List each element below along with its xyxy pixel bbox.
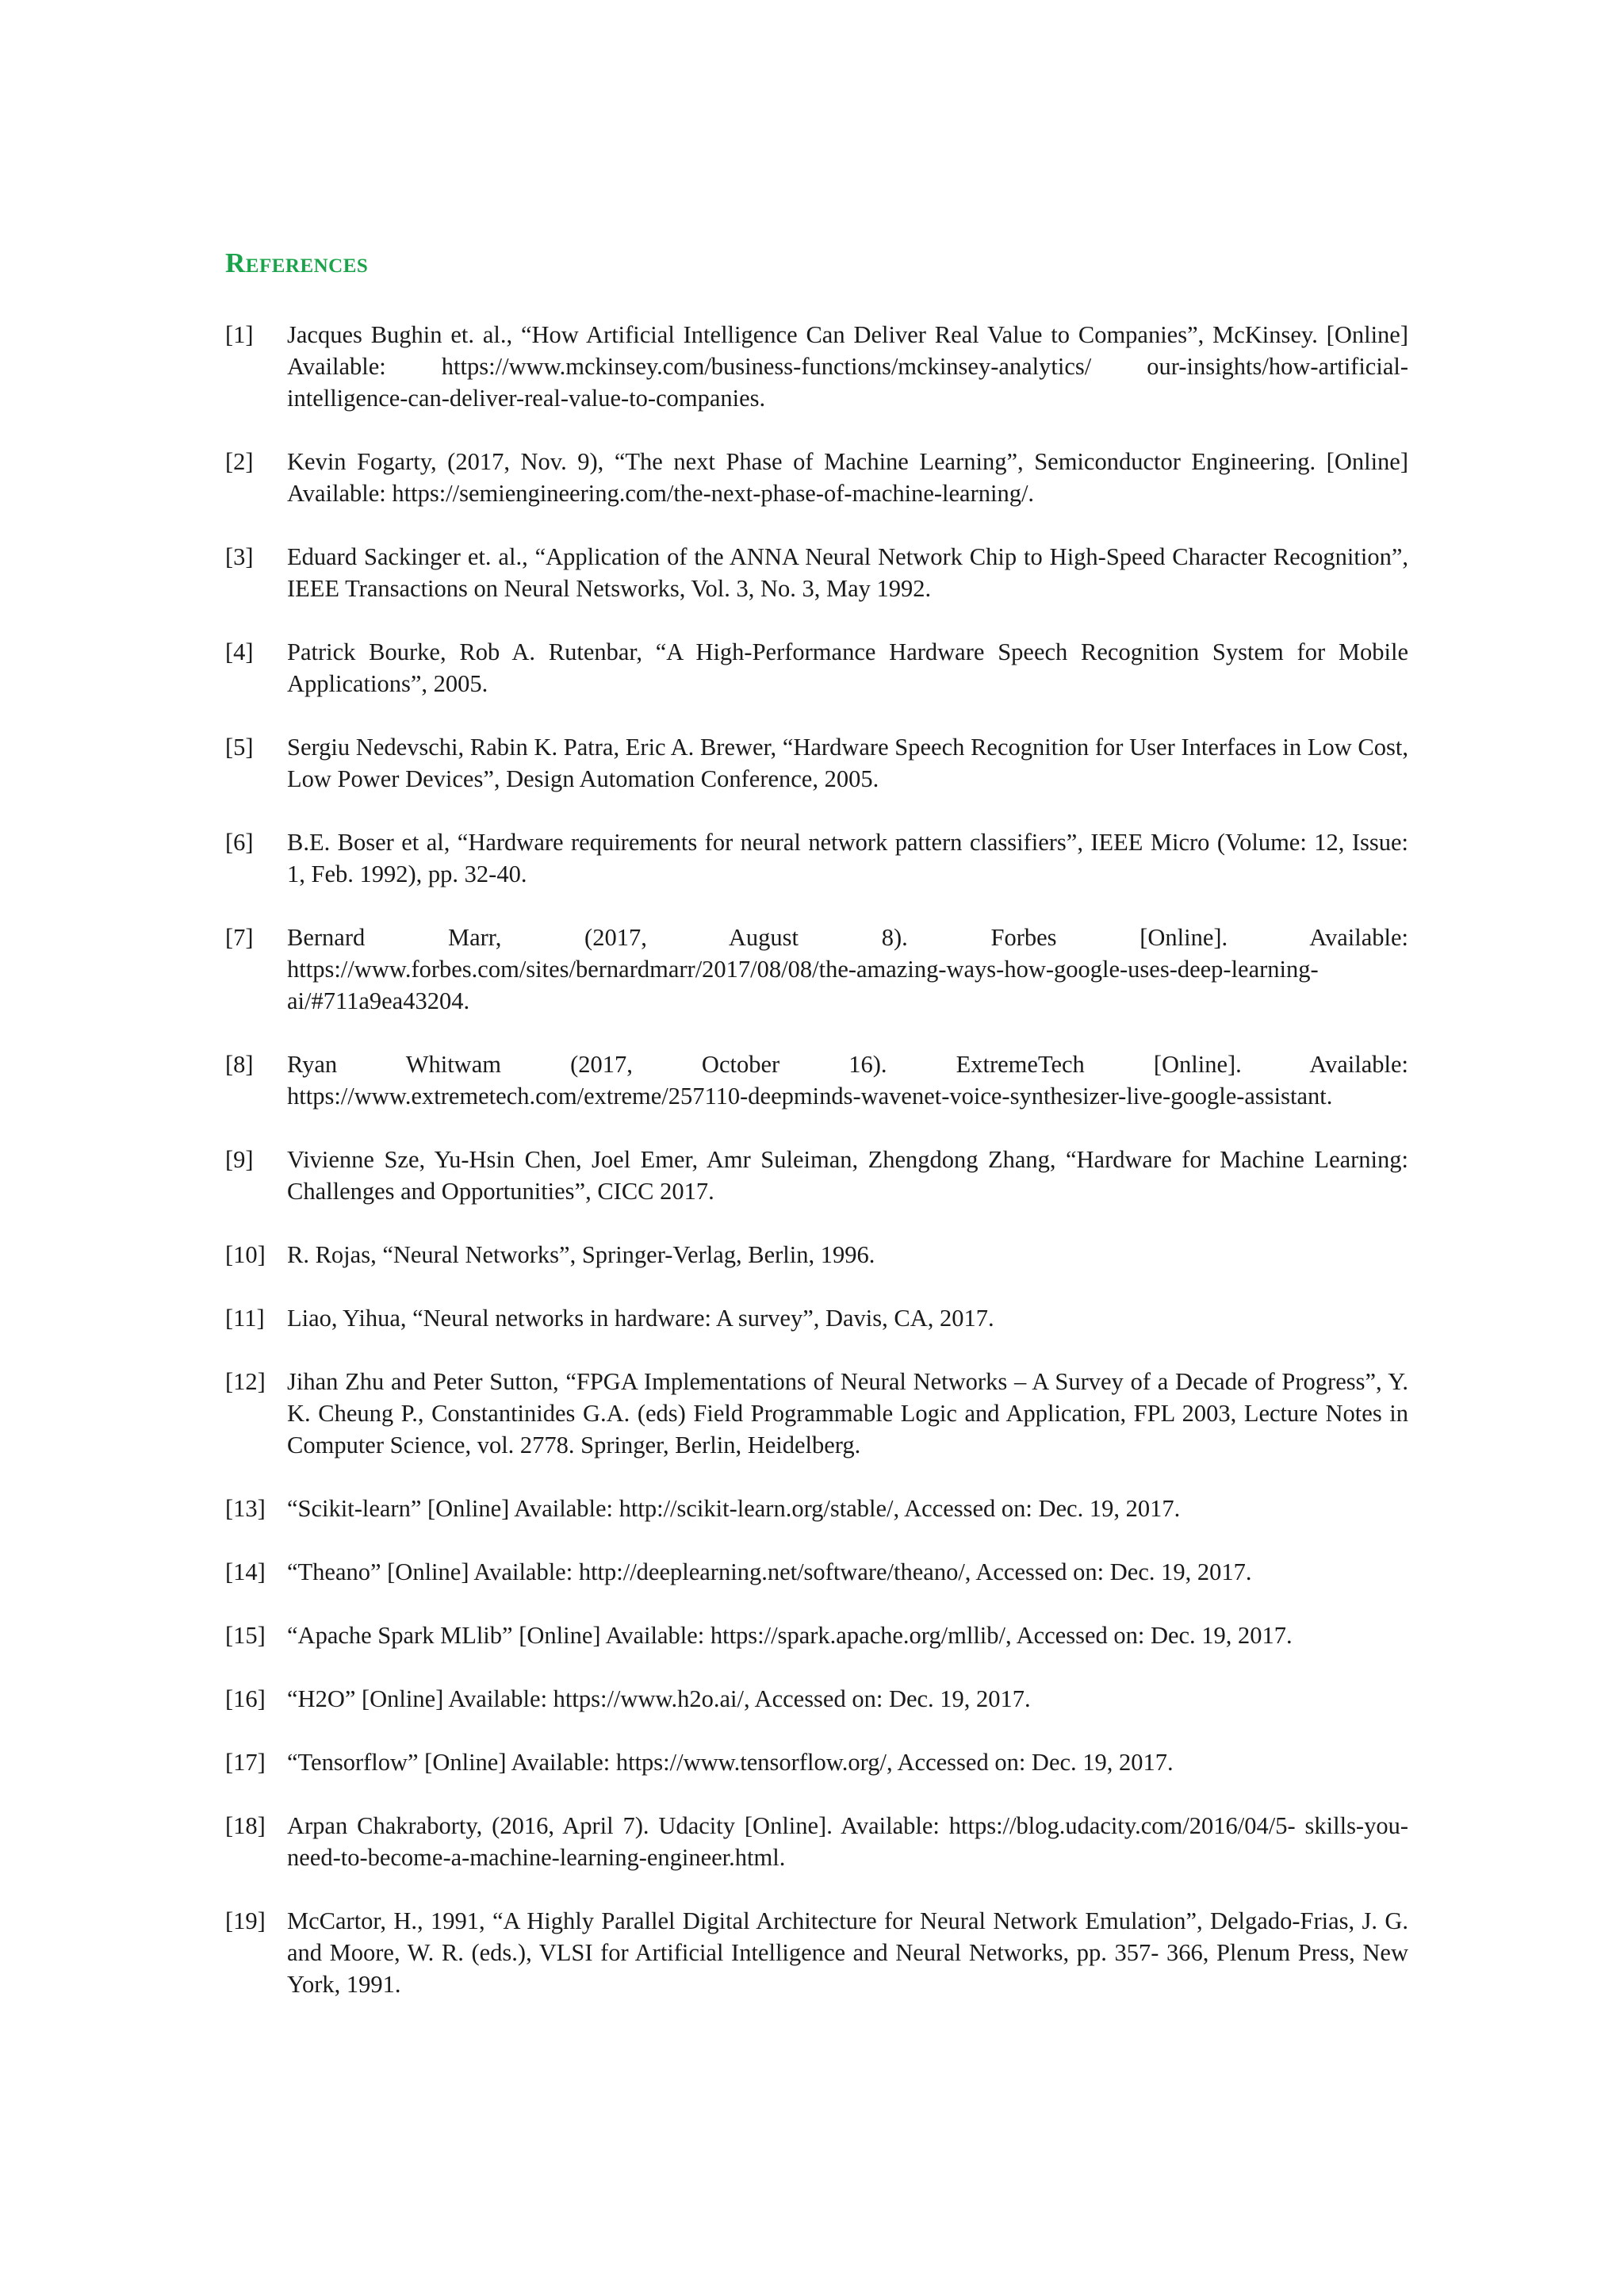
reference-text: Ryan Whitwam (2017, October 16). ExtremeTech [Online]. Available: https://www.extremetech.com/extreme/257110-deepminds-wavenet-voice-synthesizer-live-google-assistant. <box>287 1051 1408 1110</box>
reference-text: Jihan Zhu and Peter Sutton, “FPGA Implementations of Neural Networks – A Survey of a Decade of Progress”, Y. K. Cheung P., Constantinides G.A. (eds) Field Programmable Logic and Application, FPL 2003, Lecture Notes in Computer Science, vol. 2778. Springer, Berlin, Heidelberg. <box>287 1368 1408 1458</box>
reference-item <box>225 922 1408 1017</box>
reference-text: “Apache Spark MLlib” [Online] Available: https://spark.apache.org/mllib/, Accessed on: Dec. 19, 2017. <box>287 1622 1293 1649</box>
reference-item <box>225 1493 1408 1524</box>
reference-item <box>225 1619 1408 1651</box>
reference-item <box>225 731 1408 795</box>
reference-text: Arpan Chakraborty, (2016, April 7). Udacity [Online]. Available: https://blog.udacity.com/2016/04/5- skills-you-need-to-become-a-machine-learning-engineer.html. <box>287 1812 1408 1871</box>
reference-item <box>225 446 1408 509</box>
reference-item <box>225 1048 1408 1112</box>
reference-number: [8] <box>225 1051 254 1078</box>
reference-number: [15] <box>225 1622 266 1649</box>
reference-text: Patrick Bourke, Rob A. Rutenbar, “A High-Performance Hardware Speech Recognition System for Mobile Applications”, 2005. <box>287 638 1408 697</box>
section-heading: References <box>225 247 369 278</box>
reference-text: Sergiu Nedevschi, Rabin K. Patra, Eric A. Brewer, “Hardware Speech Recognition for User Interfaces in Low Cost, Low Power Devices”, Design Automation Conference, 2005. <box>287 734 1408 792</box>
reference-item <box>225 1746 1408 1778</box>
reference-item <box>225 826 1408 890</box>
reference-number: [14] <box>225 1558 266 1585</box>
reference-item <box>225 1366 1408 1461</box>
reference-item <box>225 1556 1408 1588</box>
reference-text: “Theano” [Online] Available: http://deeplearning.net/software/theano/, Accessed on: Dec. 19, 2017. <box>287 1558 1252 1585</box>
reference-number: [17] <box>225 1749 266 1776</box>
reference-list <box>225 319 1408 2032</box>
reference-text: “Tensorflow” [Online] Available: https://www.tensorflow.org/, Accessed on: Dec. 19, 2017. <box>287 1749 1174 1776</box>
reference-number: [18] <box>225 1812 266 1839</box>
reference-text: McCartor, H., 1991, “A Highly Parallel Digital Architecture for Neural Network Emulation”, Delgado-Frias, J. G. and Moore, W. R. (eds.), VLSI for Artificial Intelligence and Neural Networks, pp. 357- 366, Plenum Press, New York, 1991. <box>287 1907 1408 1998</box>
reference-number: [4] <box>225 638 254 665</box>
reference-text: Jacques Bughin et. al., “How Artificial Intelligence Can Deliver Real Value to Companies”, McKinsey. [Online] Available: https://www.mckinsey.com/business-functions/mckinsey-analytics/ our-insights/how-artificial-intelligence-can-deliver-real-value-to-companies. <box>287 321 1408 412</box>
reference-number: [1] <box>225 321 254 348</box>
reference-item <box>225 1144 1408 1207</box>
reference-text: “H2O” [Online] Available: https://www.h2o.ai/, Accessed on: Dec. 19, 2017. <box>287 1685 1031 1712</box>
reference-text: R. Rojas, “Neural Networks”, Springer-Verlag, Berlin, 1996. <box>287 1241 875 1268</box>
reference-text: “Scikit-learn” [Online] Available: http://scikit-learn.org/stable/, Accessed on: Dec. 19, 2017. <box>287 1495 1181 1522</box>
reference-item <box>225 1683 1408 1715</box>
reference-item <box>225 541 1408 604</box>
reference-text: Eduard Sackinger et. al., “Application of the ANNA Neural Network Chip to High-Speed Character Recognition”, IEEE Transactions on Neural Netsworks, Vol. 3, No. 3, May 1992. <box>287 543 1408 602</box>
reference-item <box>225 1239 1408 1271</box>
reference-text: B.E. Boser et al, “Hardware requirements for neural network pattern classifiers”, IEEE Micro (Volume: 12, Issue: 1, Feb. 1992), pp. 32-40. <box>287 829 1408 887</box>
reference-text: Vivienne Sze, Yu-Hsin Chen, Joel Emer, Amr Suleiman, Zhengdong Zhang, “Hardware for Machine Learning: Challenges and Opportunities”, CICC 2017. <box>287 1146 1408 1205</box>
reference-item <box>225 636 1408 700</box>
reference-item <box>225 1810 1408 1873</box>
reference-number: [11] <box>225 1305 265 1332</box>
reference-item <box>225 1302 1408 1334</box>
reference-number: [5] <box>225 734 254 761</box>
reference-number: [10] <box>225 1241 266 1268</box>
reference-number: [2] <box>225 448 254 475</box>
reference-number: [6] <box>225 829 254 856</box>
reference-text: Kevin Fogarty, (2017, Nov. 9), “The next Phase of Machine Learning”, Semiconductor Engineering. [Online] Available: https://semiengineering.com/the-next-phase-of-machine-learning/. <box>287 448 1408 507</box>
reference-number: [19] <box>225 1907 266 1934</box>
reference-number: [13] <box>225 1495 266 1522</box>
reference-number: [12] <box>225 1368 266 1395</box>
reference-number: [7] <box>225 924 254 951</box>
reference-number: [3] <box>225 543 254 570</box>
reference-item <box>225 319 1408 414</box>
reference-number: [9] <box>225 1146 254 1173</box>
reference-text: Bernard Marr, (2017, August 8). Forbes [Online]. Available: https://www.forbes.com/sites/bernardmarr/2017/08/08/the-amazing-ways-how-google-uses-deep-learning-ai/#711a9ea43204. <box>287 924 1408 1014</box>
reference-text: Liao, Yihua, “Neural networks in hardware: A survey”, Davis, CA, 2017. <box>287 1305 994 1332</box>
reference-item <box>225 1905 1408 2000</box>
reference-number: [16] <box>225 1685 266 1712</box>
